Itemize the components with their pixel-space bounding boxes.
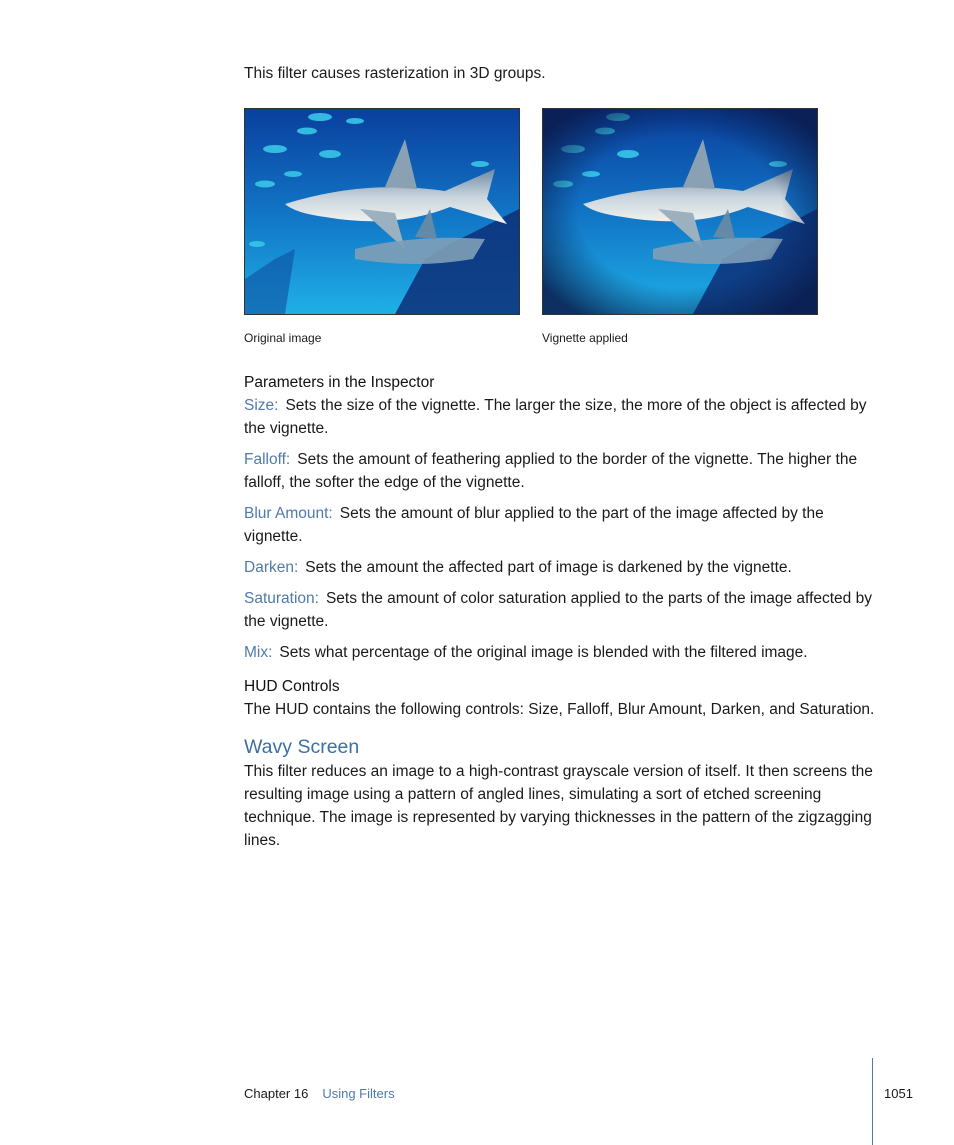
- original-image: [244, 108, 520, 315]
- footer-divider: [872, 1058, 873, 1145]
- param-blur-amount: [244, 502, 876, 548]
- shark-photo-vignette: [543, 109, 817, 314]
- param-term: Size:: [244, 397, 279, 414]
- param-desc: Sets the amount the affected part of image is darkened by the vignette.: [305, 559, 792, 576]
- param-term: Falloff:: [244, 451, 291, 468]
- intro-text: This filter causes rasterization in 3D groups.: [244, 65, 546, 82]
- param-desc: Sets the amount of blur applied to the part of the image affected by the vignette.: [244, 505, 824, 545]
- param-desc: Sets the size of the vignette. The larger the size, the more of the object is affected by the vignette.: [244, 397, 867, 437]
- param-desc: Sets the amount of feathering applied to the border of the vignette. The higher the falloff, the softer the edge of the vignette.: [244, 451, 858, 491]
- param-term: Darken:: [244, 559, 299, 576]
- param-term: Saturation:: [244, 590, 319, 607]
- param-term: Mix:: [244, 644, 273, 661]
- vignette-image: [542, 108, 818, 315]
- chapter-label: Chapter 16: [244, 1086, 309, 1101]
- param-saturation: [244, 587, 876, 633]
- wavy-screen-title: Wavy Screen: [244, 736, 360, 758]
- chapter-section-link[interactable]: Using Filters: [322, 1086, 395, 1101]
- footer-chapter: [244, 1086, 395, 1101]
- shark-photo-original: [245, 109, 519, 314]
- param-falloff: [244, 448, 876, 494]
- param-mix: [244, 641, 876, 664]
- page-number: 1051: [884, 1086, 913, 1101]
- param-size: [244, 394, 876, 440]
- original-image-caption: Original image: [244, 331, 322, 345]
- param-desc: Sets the amount of color saturation applied to the parts of the image affected by the vignette.: [244, 590, 872, 630]
- vignette-image-caption: Vignette applied: [542, 331, 628, 345]
- wavy-screen-description: This filter reduces an image to a high-contrast grayscale version of itself. It then screens the resulting image using a pattern of angled lines, simulating a sort of etched screening technique. The image is represented by varying thicknesses in the pattern of the zigzagging lines.: [244, 763, 873, 849]
- param-darken: [244, 556, 876, 579]
- hud-description: The HUD contains the following controls: Size, Falloff, Blur Amount, Darken, and Saturation.: [244, 701, 875, 718]
- main-content: [244, 371, 876, 852]
- inspector-heading: Parameters in the Inspector: [244, 374, 435, 391]
- param-desc: Sets what percentage of the original image is blended with the filtered image.: [279, 644, 808, 661]
- hud-heading: HUD Controls: [244, 678, 340, 695]
- param-term: Blur Amount:: [244, 505, 333, 522]
